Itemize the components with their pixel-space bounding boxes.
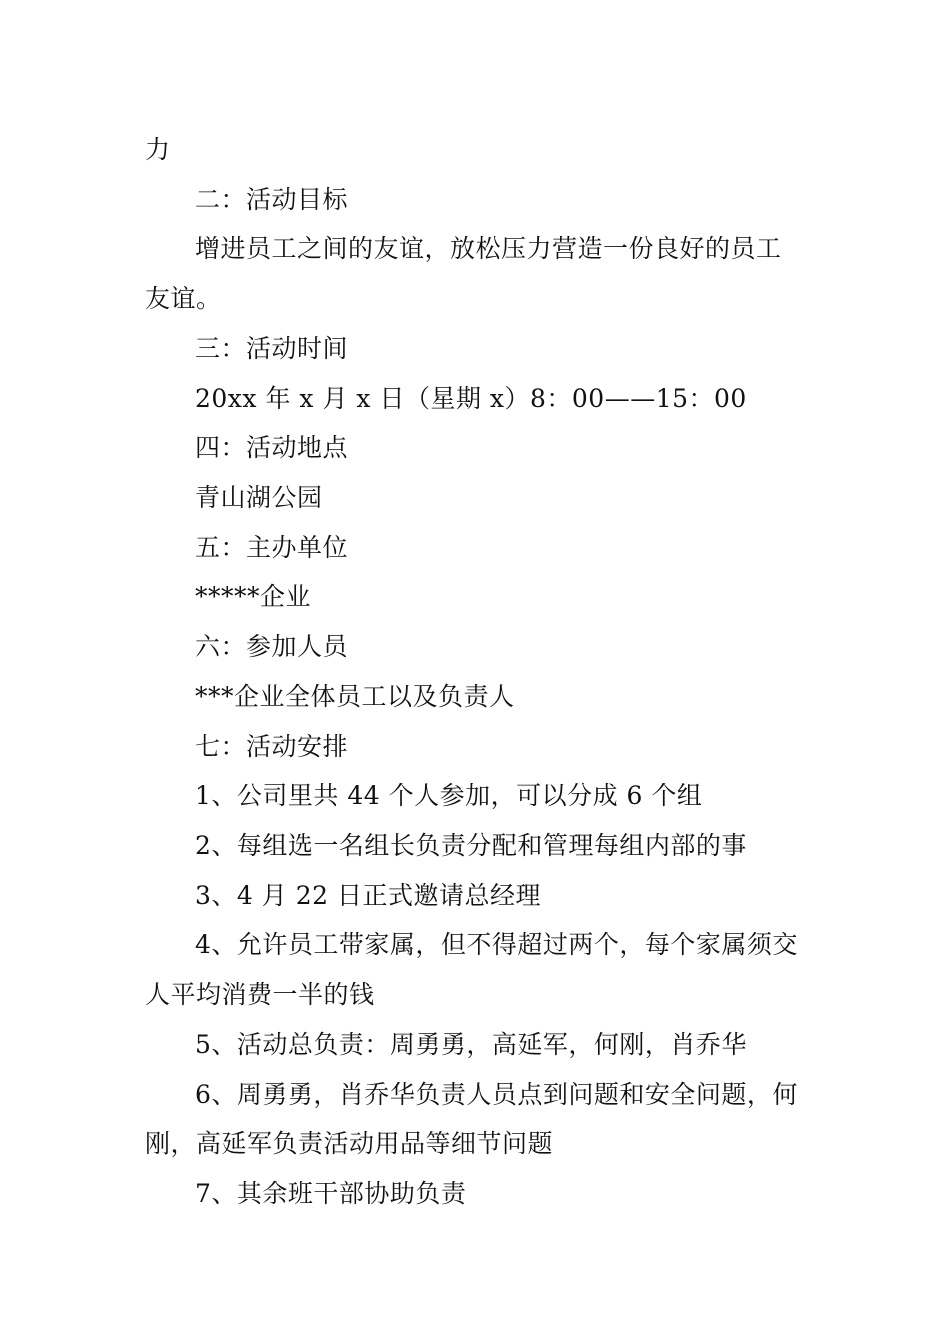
list-item-6: 6、周勇勇，肖乔华负责人员点到问题和安全问题，何 <box>195 1080 798 1109</box>
paragraph-goal-continued: 友谊。 <box>145 284 222 313</box>
section-heading-organizer: 五：主办单位 <box>195 533 349 562</box>
section-heading-time: 三：活动时间 <box>195 334 349 363</box>
paragraph-location: 青山湖公园 <box>195 483 323 512</box>
text-line-continuation: 力 <box>145 135 171 164</box>
section-heading-arrangement: 七：活动安排 <box>195 732 349 761</box>
paragraph-participants: ***企业全体员工以及负责人 <box>195 682 515 711</box>
section-heading-location: 四：活动地点 <box>195 433 349 462</box>
paragraph-goal: 增进员工之间的友谊，放松压力营造一份良好的员工 <box>195 234 782 263</box>
list-item-3: 3、4 月 22 日正式邀请总经理 <box>195 881 541 910</box>
section-heading-goal: 二：活动目标 <box>195 185 349 214</box>
list-item-6-continued: 刚，高延军负责活动用品等细节问题 <box>145 1129 554 1158</box>
paragraph-organizer: *****企业 <box>195 582 312 611</box>
list-item-2: 2、每组选一名组长负责分配和管理每组内部的事 <box>195 831 747 860</box>
list-item-1: 1、公司里共 44 个人参加，可以分成 6 个组 <box>195 781 703 810</box>
section-heading-participants: 六：参加人员 <box>195 632 349 661</box>
list-item-5: 5、活动总负责：周勇勇，高延军，何刚，肖乔华 <box>195 1030 747 1059</box>
paragraph-time: 20xx 年 x 月 x 日（星期 x）8：00——15：00 <box>195 384 747 413</box>
list-item-4: 4、允许员工带家属，但不得超过两个，每个家属须交 <box>195 930 798 959</box>
list-item-7: 7、其余班干部协助负责 <box>195 1179 467 1208</box>
list-item-4-continued: 人平均消费一半的钱 <box>145 980 375 1009</box>
